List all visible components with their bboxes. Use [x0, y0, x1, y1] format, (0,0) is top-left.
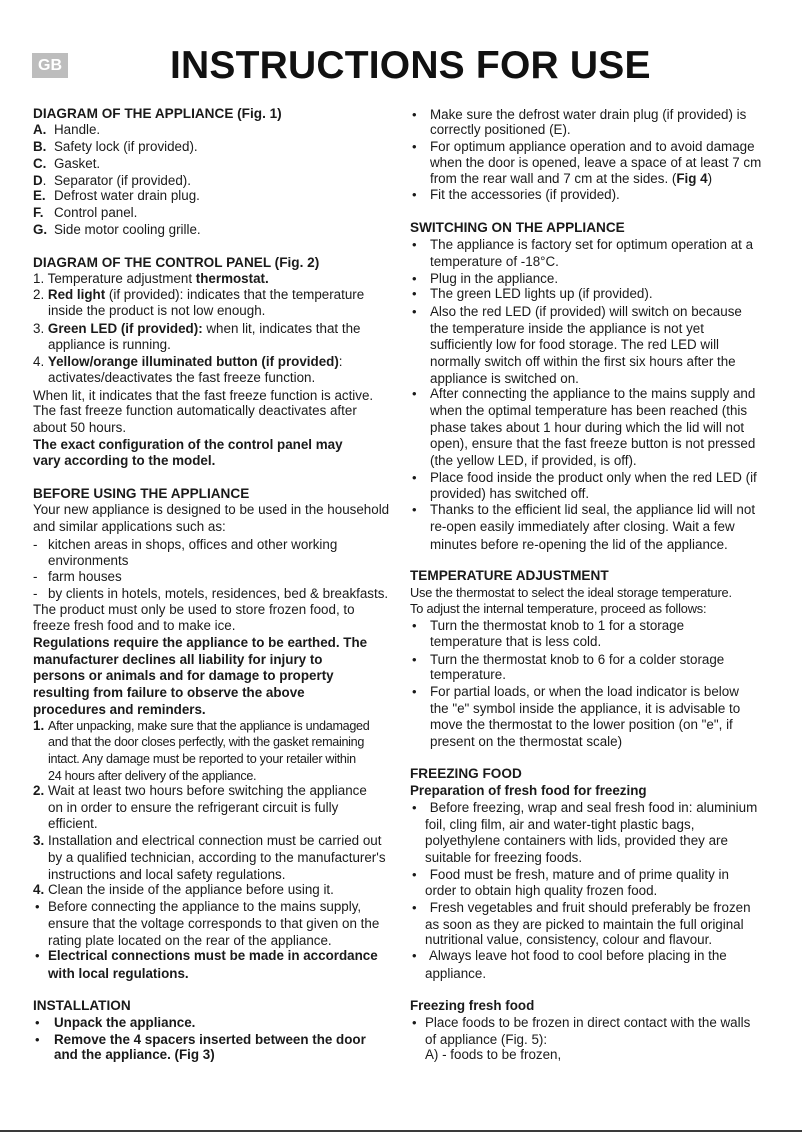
step-line: intact. Any damage must be reported to your retailer within — [48, 752, 356, 766]
item-continuation: appliance is running. — [48, 337, 171, 352]
bullet-icon: • — [35, 899, 40, 914]
bullet-line: appliance is switched on. — [430, 371, 579, 386]
bullet-line: Before freezing, wrap and seal fresh food in: aluminium — [426, 800, 758, 815]
item-text: when lit, indicates that the — [202, 321, 361, 336]
step-line: instructions and local safety regulations. — [48, 867, 286, 882]
bullet-icon: • — [35, 1032, 40, 1047]
subheading: Preparation of fresh food for freezing — [410, 783, 647, 798]
step-line: and that the door closes perfectly, with the gasket remaining — [48, 735, 365, 749]
bullet-line: Turn the thermostat knob to 1 for a storage — [430, 618, 685, 633]
item-continuation: inside the product is not low enough. — [48, 303, 266, 318]
bullet-line: Before connecting the appliance to the mains supply, — [48, 899, 362, 914]
step-number: 3. — [33, 833, 45, 848]
step-line: efficient. — [48, 816, 98, 831]
bullet-line: minutes before re-opening the lid of the appliance. — [430, 537, 728, 552]
item-bold: Yellow/orange illuminated button (if provided) — [47, 354, 339, 369]
bullet-line: provided) has switched off. — [430, 486, 590, 501]
step-number: 4. — [33, 882, 45, 897]
bullet-icon: • — [412, 618, 417, 633]
bullet-icon: • — [412, 684, 417, 699]
section-heading: FREEZING FOOD — [410, 766, 522, 781]
item-key: E. — [33, 188, 46, 203]
bullet-icon: • — [412, 187, 417, 202]
dash-item-line: by clients in hotels, motels, residences, bed & breakfasts. — [48, 586, 389, 601]
note-line: vary according to the model. — [33, 453, 216, 468]
dash-marker: - — [33, 586, 38, 601]
bullet-line: Food must be fresh, mature and of prime quality in — [426, 867, 729, 882]
bullet-line: The appliance is factory set for optimum operation at a — [430, 237, 754, 252]
bullet-line: when the optimal temperature has been reached (this — [430, 403, 748, 418]
step-line: by a qualified technician, according to the manufacturer's — [48, 850, 386, 865]
item-text: Separator (if provided). — [54, 173, 191, 188]
item-continuation: activates/deactivates the fast freeze function. — [48, 370, 316, 385]
page-title: INSTRUCTIONS FOR USE — [170, 44, 651, 87]
bullet-line: The green LED lights up (if provided). — [430, 286, 653, 301]
bullet-icon: • — [412, 386, 417, 401]
step-line: After unpacking, make sure that the appliance is undamaged — [48, 719, 370, 733]
bullet-line: appliance. — [425, 966, 487, 981]
bullet-icon: • — [412, 271, 417, 286]
line-text: from the rear wall and 7 cm at the sides. ( — [430, 171, 677, 186]
step-line: Wait at least two hours before switching the appliance — [48, 783, 367, 798]
bullet-line: rating plate located on the rear of the appliance. — [48, 933, 332, 948]
bullet-line: and the appliance. (Fig 3) — [54, 1047, 215, 1062]
item-bold: thermostat. — [195, 271, 269, 286]
bullet-line: Plug in the appliance. — [430, 271, 559, 286]
step-number: 2. — [33, 783, 45, 798]
bullet-line: Place foods to be frozen in direct contact with the walls — [425, 1015, 751, 1030]
item-number: 1. — [33, 271, 45, 286]
warning-line: procedures and reminders. — [33, 702, 206, 717]
paragraph-line: To adjust the internal temperature, proceed as follows: — [410, 601, 707, 616]
bullet-line: Make sure the defrost water drain plug (if provided) is — [430, 107, 747, 122]
bullet-line: order to obtain high quality frozen food. — [425, 883, 658, 898]
bullet-line — [430, 171, 712, 187]
section-heading: DIAGRAM OF THE APPLIANCE (Fig. 1) — [33, 106, 282, 121]
line-text: ) — [707, 171, 713, 186]
bullet-line: polyethylene containers with lids, provided they are — [425, 833, 728, 848]
list-item — [33, 321, 360, 337]
bottom-divider — [0, 1130, 802, 1132]
dash-marker: - — [33, 537, 38, 552]
section-heading: INSTALLATION — [33, 998, 131, 1013]
bullet-line: open), ensure that the fast freeze button is not pressed — [430, 436, 756, 451]
bullet-line: move the thermostat to the lower position (on "e", if — [430, 717, 733, 732]
item-text: Gasket. — [54, 156, 101, 171]
item-text: Safety lock (if provided). — [54, 139, 198, 154]
paragraph-line: When lit, it indicates that the fast freeze function is active. — [33, 388, 374, 403]
warning-line: persons or animals and for damage to property — [33, 668, 334, 683]
bullet-line: Place food inside the product only when the red LED (if — [430, 470, 757, 485]
item-number: 3. — [33, 321, 45, 336]
bullet-icon: • — [35, 948, 40, 963]
list-item — [33, 188, 200, 204]
paragraph-line: The product must only be used to store frozen food, to — [33, 602, 355, 617]
list-item — [33, 139, 198, 155]
section-heading: DIAGRAM OF THE CONTROL PANEL (Fig. 2) — [33, 255, 320, 270]
item-bold: Green LED (if provided): — [47, 321, 203, 336]
bullet-icon: • — [412, 304, 417, 319]
step-number: 1. — [33, 718, 45, 733]
warning-line: Regulations require the appliance to be earthed. The — [33, 635, 368, 650]
bullet-icon: • — [412, 948, 417, 963]
bullet-line: Electrical connections must be made in accordance — [48, 948, 378, 963]
warning-line: manufacturer declines all liability for injury to — [33, 652, 323, 667]
bullet-line: phase takes about 1 hour during which the lid will not — [430, 420, 745, 435]
bullet-icon: • — [412, 286, 417, 301]
section-heading: BEFORE USING THE APPLIANCE — [33, 486, 250, 501]
item-key: B. — [33, 139, 47, 154]
list-item — [33, 222, 201, 238]
dash-item-line: farm houses — [48, 569, 122, 584]
list-item — [33, 354, 343, 370]
step-line: Installation and electrical connection must be carried out — [48, 833, 382, 848]
bullet-line: correctly positioned (E). — [430, 122, 571, 137]
list-item — [33, 173, 191, 189]
bullet-line: the "e" symbol inside the appliance, it is advisable to — [430, 701, 741, 716]
bullet-line: suitable for freezing foods. — [425, 850, 583, 865]
dash-item-line: kitchen areas in shops, offices and other working — [48, 537, 338, 552]
bullet-line: temperature of -18°C. — [430, 254, 559, 269]
bullet-line: foil, cling film, air and water-tight plastic bags, — [425, 817, 695, 832]
bullet-line: re-open easily immediately after closing. Wait a few — [430, 519, 735, 534]
bullet-line: Turn the thermostat knob to 6 for a colder storage — [430, 652, 725, 667]
dash-marker: - — [33, 569, 38, 584]
list-item — [33, 156, 101, 172]
item-text: Side motor cooling grille. — [54, 222, 201, 237]
item-text: Defrost water drain plug. — [54, 188, 200, 203]
bullet-line: For optimum appliance operation and to avoid damage — [430, 139, 755, 154]
figure-ref: Fig 4 — [676, 171, 708, 186]
item-sep: . — [42, 173, 47, 188]
bullet-icon: • — [412, 867, 417, 882]
step-line: on in order to ensure the refrigerant circuit is fully — [48, 800, 339, 815]
bullet-icon: • — [412, 900, 417, 915]
bullet-line: as soon as they are picked to maintain the full original — [425, 917, 744, 932]
bullet-icon: • — [412, 502, 417, 517]
bullet-line: ensure that the voltage corresponds to that given on the — [48, 916, 380, 931]
bullet-icon: • — [412, 237, 417, 252]
item-key: C. — [33, 156, 47, 171]
section-heading: TEMPERATURE ADJUSTMENT — [410, 568, 609, 583]
bullet-icon: • — [412, 800, 417, 815]
bullet-line: present on the thermostat scale) — [430, 734, 623, 749]
bullet-line: sufficiently low for food storage. The red LED will — [430, 337, 720, 352]
bullet-line: with local regulations. — [48, 966, 189, 981]
item-number: 2. — [33, 287, 45, 302]
language-badge: GB — [32, 53, 68, 78]
bullet-icon: • — [412, 470, 417, 485]
bullet-line: For partial loads, or when the load indicator is below — [430, 684, 739, 699]
bullet-line: Fit the accessories (if provided). — [430, 187, 620, 202]
item-key: G. — [33, 222, 48, 237]
item-number: 4. — [33, 354, 45, 369]
paragraph-line: about 50 hours. — [33, 420, 127, 435]
bullet-line: nutritional value, consistency, colour and flavour. — [425, 932, 713, 947]
step-line: Clean the inside of the appliance before using it. — [48, 882, 334, 897]
item-text: Control panel. — [54, 205, 138, 220]
item-text: : — [338, 354, 343, 369]
bullet-line: After connecting the appliance to the mains supply and — [430, 386, 756, 401]
paragraph-line: Your new appliance is designed to be used in the household — [33, 502, 390, 517]
list-item — [33, 271, 269, 287]
warning-line: resulting from failure to observe the above — [33, 685, 305, 700]
paragraph-line: freeze fresh food and to make ice. — [33, 618, 236, 633]
bullet-icon: • — [35, 1015, 40, 1030]
bullet-line: Also the red LED (if provided) will switch on because — [430, 304, 742, 319]
subheading: Freezing fresh food — [410, 998, 535, 1013]
item-text: Handle. — [54, 122, 101, 137]
bullet-line: temperature that is less cold. — [430, 634, 602, 649]
bullet-line: Always leave hot food to cool before placing in the — [426, 948, 727, 963]
bullet-icon: • — [412, 139, 417, 154]
item-bold: Red light — [47, 287, 106, 302]
bullet-line: Remove the 4 spacers inserted between the door — [54, 1032, 366, 1047]
section-heading: SWITCHING ON THE APPLIANCE — [410, 220, 625, 235]
list-item — [33, 122, 101, 138]
bullet-line: the temperature inside the appliance is not yet — [430, 321, 704, 336]
bullet-line: Fresh vegetables and fruit should preferably be frozen — [426, 900, 751, 915]
item-text: (if provided): indicates that the temperature — [105, 287, 365, 302]
item-key: A. — [33, 122, 47, 137]
bullet-icon: • — [412, 107, 417, 122]
bullet-line: Thanks to the efficient lid seal, the appliance lid will not — [430, 502, 756, 517]
bullet-icon: • — [412, 1015, 417, 1030]
dash-item-line: environments — [48, 553, 129, 568]
bullet-line: normally switch off within the first six hours after the — [430, 354, 736, 369]
item-key: D — [33, 173, 43, 188]
bullet-line: A) - foods to be frozen, — [425, 1047, 562, 1062]
item-key: F. — [33, 205, 44, 220]
paragraph-line: and similar applications such as: — [33, 519, 226, 534]
list-item — [33, 205, 138, 221]
bullet-line: (the yellow LED, if provided, is off). — [430, 453, 637, 468]
paragraph-line: Use the thermostat to select the ideal storage temperature. — [410, 585, 732, 600]
bullet-icon: • — [412, 652, 417, 667]
step-line: 24 hours after delivery of the appliance. — [48, 769, 257, 783]
note-line: The exact configuration of the control panel may — [33, 437, 343, 452]
bullet-line: when the door is opened, leave a space of at least 7 cm — [430, 155, 762, 170]
item-text: Temperature adjustment — [47, 271, 196, 286]
bullet-line: of appliance (Fig. 5): — [425, 1032, 548, 1047]
bullet-line: temperature. — [430, 667, 506, 682]
bullet-line: Unpack the appliance. — [54, 1015, 196, 1030]
paragraph-line: The fast freeze function automatically deactivates after — [33, 403, 357, 418]
list-item — [33, 287, 364, 303]
